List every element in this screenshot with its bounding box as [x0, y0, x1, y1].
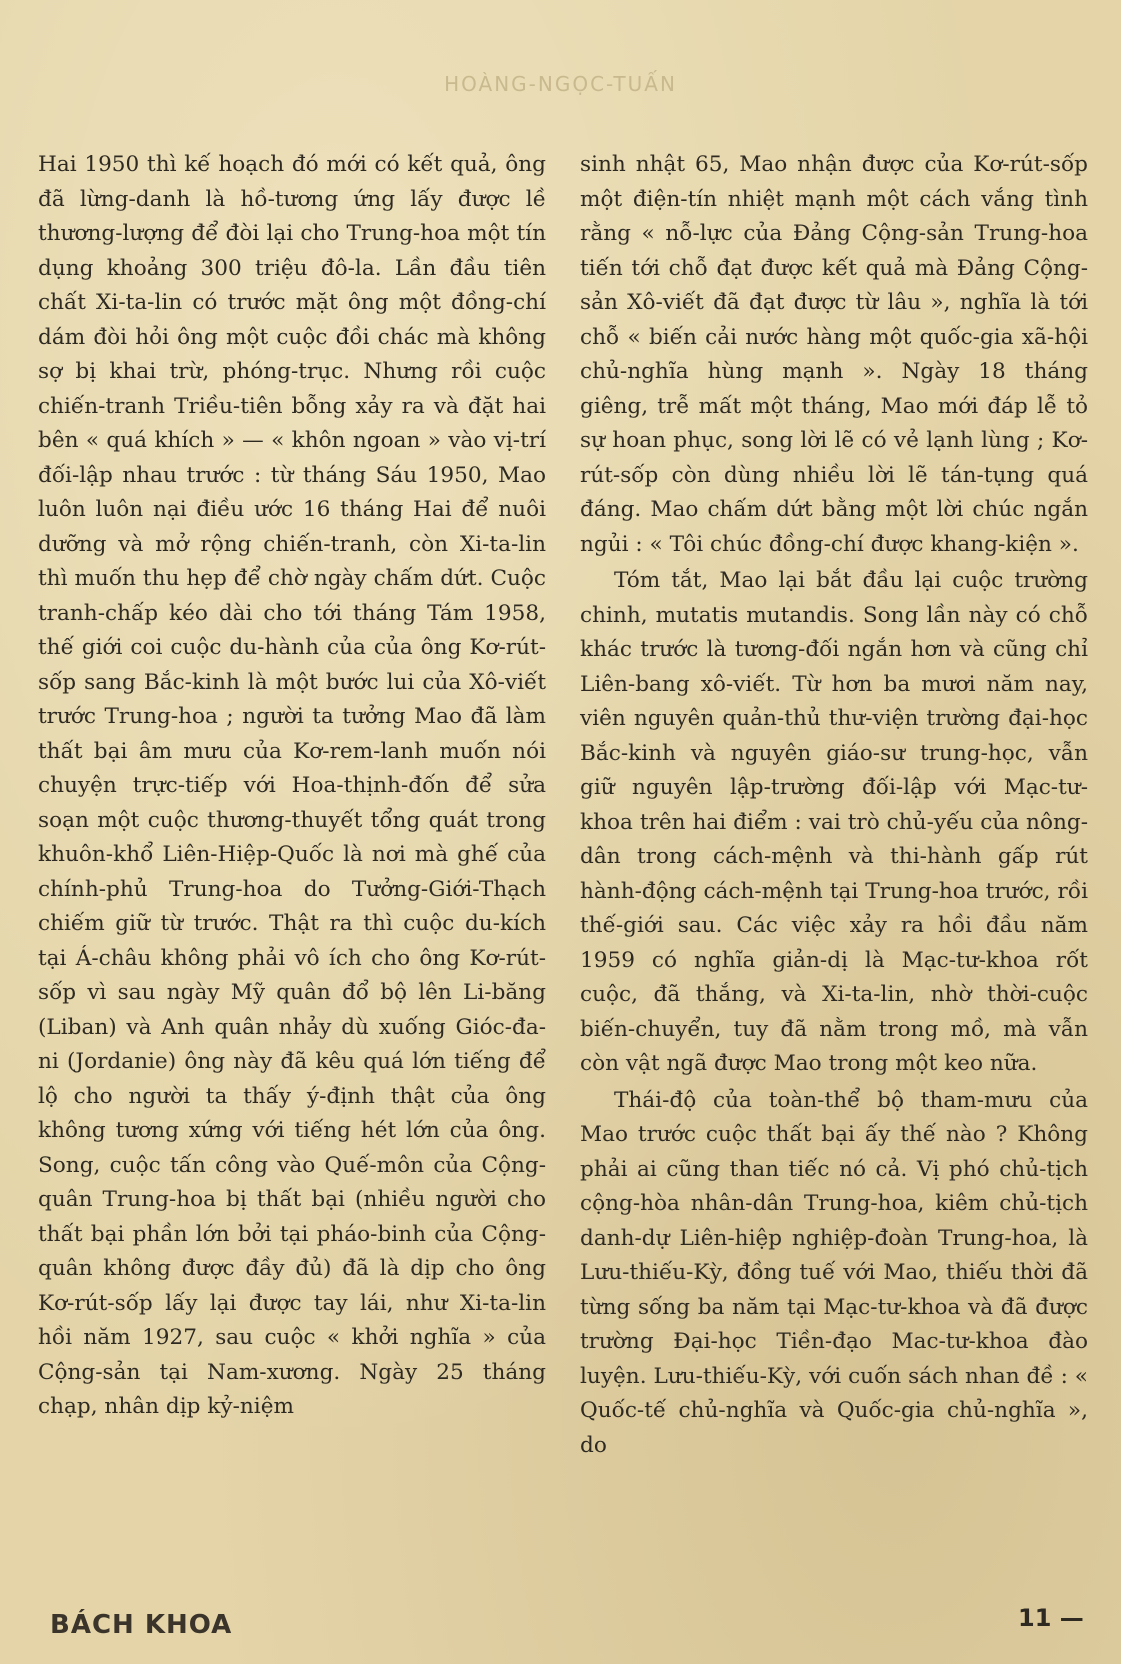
- left-paragraph-1: Hai 1950 thì kế hoạch đó mới có kết quả, ông đã lừng-danh là hồ-tương ứng lấy được lề thương-lượng để đòi lại cho Trung-hoa một tín dụng khoảng 300 triệu đô-la. Lần đầu tiên chất Xi-ta-lin có trước mặt ông một đồng-chí dám đòi hỏi ông một cuộc đồi chác mà không sợ bị khai trừ, phóng-trục. Nhưng rồi cuộc chiến-tranh Triều-tiên bỗng xảy ra và đặt hai bên « quá khích » — « khôn ngoan » vào vị-trí đối-lập nhau trước : từ tháng Sáu 1950, Mao luôn luôn nại điều ước 16 tháng Hai để nuôi dưỡng và mở rộng chiến-tranh, còn Xi-ta-lin thì muốn thu hẹp để chờ ngày chấm dứt. Cuộc tranh-chấp kéo dài cho tới tháng Tám 1958, thế giới coi cuộc du-hành của của ông Kơ-rút-sốp sang Bắc-kinh là một bước lui của Xô-viết trước Trung-hoa ; người ta tưởng Mao đã làm thất bại âm mưu của Kơ-rem-lanh muốn nói chuyện trực-tiếp với Hoa-thịnh-đốn để sửa soạn một cuộc thương-thuyết tổng quát trong khuôn-khổ Liên-Hiệp-Quốc là nơi mà ghế của chính-phủ Trung-hoa do Tưởng-Giới-Thạch chiếm giữ từ trước. Thật ra thì cuộc du-kích tại Á-châu không phải vô ích cho ông Kơ-rút-sốp vì sau ngày Mỹ quân đổ bộ lên Li-băng (Liban) và Anh quân nhảy dù xuống Gióc-đa-ni (Jordanie) ông này đã kêu quá lớn tiếng để lộ cho người ta thấy ý-định thật của ông không tương xứng với tiếng hét lớn của ông. Song, cuộc tấn công vào Quế-môn của Cộng-quân Trung-hoa bị thất bại (nhiều người cho thất bại phần lớn bởi tại pháo-binh của Cộng-quân không được đầy đủ) đã là dịp cho ông Kơ-rút-sốp lấy lại được tay lái, như Xi-ta-lin hồi năm 1927, sau cuộc « khởi nghĩa » của Cộng-sản tại Nam-xương. Ngày 25 tháng chạp, nhân dịp kỷ-niệm: [38, 152, 546, 1419]
- page-number: 11 —: [1018, 1604, 1084, 1632]
- right-paragraph-3: Thái-độ của toàn-thể bộ tham-mưu của Mao trước cuộc thất bại ấy thế nào ? Không phải ai cũng than tiếc nó cả. Vị phó chủ-tịch cộng-hòa nhân-dân Trung-hoa, kiêm chủ-tịch danh-dự Liên-hiệp nghiệp-đoàn Trung-hoa, là Lưu-thiếu-Kỳ, đồng tuế với Mao, thiếu thời đã từng sống ba năm tại Mạc-tư-khoa và đã được trường Đại-học Tiền-đạo Mac-tư-khoa đào luyện. Lưu-thiếu-Kỳ, với cuốn sách nhan đề : « Quốc-tế chủ-nghĩa và Quốc-gia chủ-nghĩa », do: [580, 1087, 1088, 1458]
- right-paragraph-1: sinh nhật 65, Mao nhận được của Kơ-rút-sốp một điện-tín nhiệt mạnh một cách vắng tình rằng « nỗ-lực của Đảng Cộng-sản Trung-hoa tiến tới chỗ đạt được kết quả mà Đảng Cộng-sản Xô-viết đã đạt được từ lâu », nghĩa là tới chỗ « biến cải nước hàng một quốc-gia xã-hội chủ-nghĩa hùng mạnh ». Ngày 18 tháng giêng, trễ mất một tháng, Mao mới đáp lễ tỏ sự hoan phục, song lời lẽ có vẻ lạnh lùng ; Kơ-rút-sốp còn dùng nhiều lời lẽ tán-tụng quá đáng. Mao chấm dứt bằng một lời chúc ngắn ngủi : « Tôi chúc đồng-chí được khang-kiện ».: [580, 152, 1088, 557]
- magazine-title: BÁCH KHOA: [50, 1610, 233, 1640]
- right-paragraph-2: Tóm tắt, Mao lại bắt đầu lại cuộc trường chinh, mutatis mutandis. Song lần này có chỗ khác trước là tương-đối ngắn hơn và cũng chỉ Liên-bang xô-viết. Từ hơn ba mươi năm nay, viên nguyên quản-thủ thư-viện trường đại-học Bắc-kinh và nguyên giáo-sư trung-học, vẫn giữ nguyên lập-trường đối-lập với Mạc-tư-khoa trên hai điểm : vai trò chủ-yếu của nông-dân trong cách-mệnh và thi-hành gấp rút hành-động cách-mệnh tại Trung-hoa trước, rồi thế-giới sau. Các việc xảy ra hồi đầu năm 1959 có nghĩa giản-dị là Mạc-tư-khoa rốt cuộc, đã thắng, và Xi-ta-lin, nhờ thời-cuộc biến-chuyển, tuy đã nằm trong mồ, mà vẫn còn vật ngã được Mao trong một keo nữa.: [580, 568, 1088, 1076]
- running-head: HOÀNG-NGỌC-TUẤN: [444, 72, 677, 96]
- left-column: [38, 148, 546, 1425]
- right-column: [580, 148, 1088, 1463]
